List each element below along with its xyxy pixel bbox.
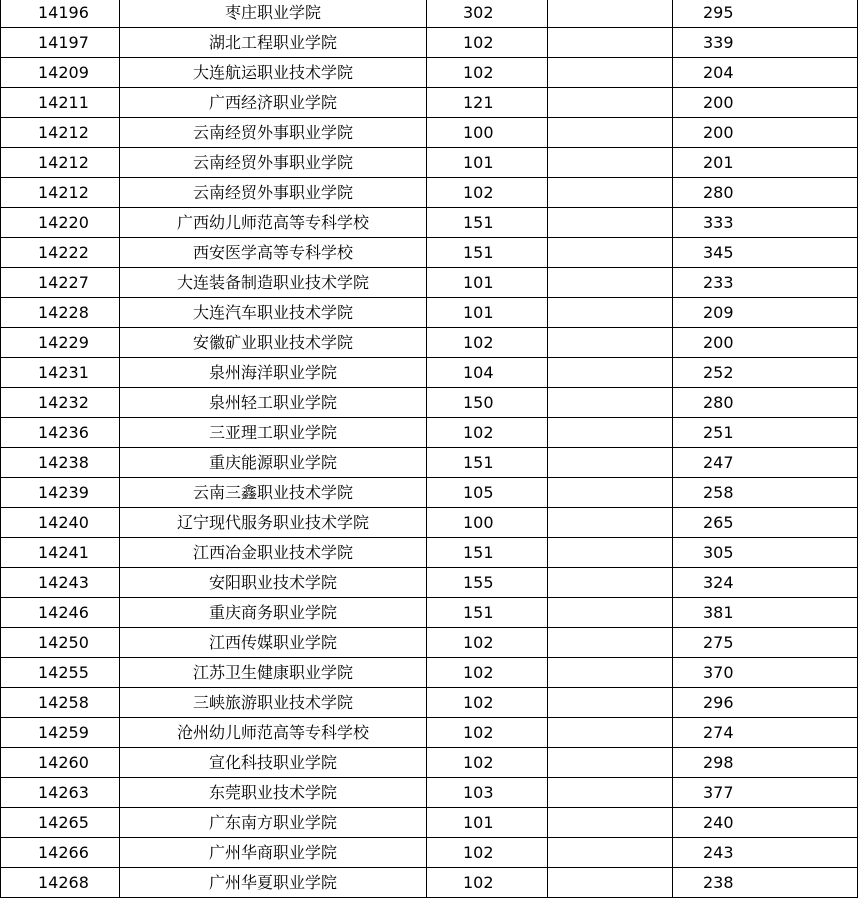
school-name-cell: 枣庄职业学院 bbox=[120, 0, 427, 28]
empty-cell bbox=[673, 688, 858, 718]
school-code-cell: 14228 bbox=[1, 298, 120, 328]
table-row bbox=[1, 448, 858, 478]
school-name-cell: 广东南方职业学院 bbox=[120, 808, 427, 838]
major-group-cell: 102 bbox=[427, 658, 548, 688]
school-code-cell: 14260 bbox=[1, 748, 120, 778]
table-row bbox=[1, 718, 858, 748]
major-group-cell: 100 bbox=[427, 508, 548, 538]
table-row bbox=[1, 88, 858, 118]
empty-cell bbox=[673, 238, 858, 268]
table-row bbox=[1, 478, 858, 508]
table-row bbox=[1, 838, 858, 868]
table-row bbox=[1, 238, 858, 268]
school-name-cell: 沧州幼儿师范高等专科学校 bbox=[120, 718, 427, 748]
table-row bbox=[1, 328, 858, 358]
major-group-cell: 102 bbox=[427, 688, 548, 718]
school-code-cell: 14266 bbox=[1, 838, 120, 868]
empty-cell bbox=[673, 28, 858, 58]
empty-cell bbox=[673, 778, 858, 808]
min-score-cell: 243 bbox=[548, 838, 673, 868]
empty-cell bbox=[673, 118, 858, 148]
table-row bbox=[1, 298, 858, 328]
table-row bbox=[1, 778, 858, 808]
min-score-cell: 339 bbox=[548, 28, 673, 58]
min-score-cell: 204 bbox=[548, 58, 673, 88]
school-name-cell: 泉州轻工职业学院 bbox=[120, 388, 427, 418]
school-code-cell: 14250 bbox=[1, 628, 120, 658]
school-name-cell: 重庆能源职业学院 bbox=[120, 448, 427, 478]
school-code-cell: 14263 bbox=[1, 778, 120, 808]
school-code-cell: 14197 bbox=[1, 28, 120, 58]
school-code-cell: 14259 bbox=[1, 718, 120, 748]
min-score-cell: 274 bbox=[548, 718, 673, 748]
min-score-cell: 209 bbox=[548, 298, 673, 328]
empty-cell bbox=[673, 508, 858, 538]
empty-cell bbox=[673, 808, 858, 838]
table-row bbox=[1, 208, 858, 238]
empty-cell bbox=[673, 478, 858, 508]
major-group-cell: 101 bbox=[427, 268, 548, 298]
min-score-cell: 240 bbox=[548, 808, 673, 838]
table-row bbox=[1, 0, 858, 28]
school-name-cell: 广西幼儿师范高等专科学校 bbox=[120, 208, 427, 238]
empty-cell bbox=[673, 298, 858, 328]
table-row bbox=[1, 148, 858, 178]
major-group-cell: 102 bbox=[427, 58, 548, 88]
school-code-cell: 14227 bbox=[1, 268, 120, 298]
min-score-cell: 296 bbox=[548, 688, 673, 718]
school-code-cell: 14231 bbox=[1, 358, 120, 388]
empty-cell bbox=[673, 328, 858, 358]
school-name-cell: 宣化科技职业学院 bbox=[120, 748, 427, 778]
empty-cell bbox=[673, 358, 858, 388]
school-code-cell: 14255 bbox=[1, 658, 120, 688]
school-code-cell: 14212 bbox=[1, 148, 120, 178]
table-row bbox=[1, 568, 858, 598]
table-row bbox=[1, 58, 858, 88]
table-row bbox=[1, 688, 858, 718]
table-row bbox=[1, 418, 858, 448]
major-group-cell: 102 bbox=[427, 868, 548, 898]
school-code-cell: 14236 bbox=[1, 418, 120, 448]
school-name-cell: 大连装备制造职业技术学院 bbox=[120, 268, 427, 298]
table-row bbox=[1, 358, 858, 388]
school-code-cell: 14196 bbox=[1, 0, 120, 28]
major-group-cell: 101 bbox=[427, 148, 548, 178]
min-score-cell: 345 bbox=[548, 238, 673, 268]
empty-cell bbox=[673, 268, 858, 298]
empty-cell bbox=[673, 598, 858, 628]
school-code-cell: 14243 bbox=[1, 568, 120, 598]
empty-cell bbox=[673, 178, 858, 208]
major-group-cell: 151 bbox=[427, 238, 548, 268]
school-code-cell: 14209 bbox=[1, 58, 120, 88]
major-group-cell: 103 bbox=[427, 778, 548, 808]
empty-cell bbox=[673, 718, 858, 748]
school-code-cell: 14220 bbox=[1, 208, 120, 238]
empty-cell bbox=[673, 838, 858, 868]
school-name-cell: 三峡旅游职业技术学院 bbox=[120, 688, 427, 718]
school-name-cell: 云南经贸外事职业学院 bbox=[120, 148, 427, 178]
school-code-cell: 14239 bbox=[1, 478, 120, 508]
min-score-cell: 295 bbox=[548, 0, 673, 28]
min-score-cell: 247 bbox=[548, 448, 673, 478]
table-row bbox=[1, 268, 858, 298]
empty-cell bbox=[673, 658, 858, 688]
school-name-cell: 重庆商务职业学院 bbox=[120, 598, 427, 628]
empty-cell bbox=[673, 0, 858, 28]
table-row bbox=[1, 388, 858, 418]
empty-cell bbox=[673, 628, 858, 658]
empty-cell bbox=[673, 58, 858, 88]
min-score-cell: 265 bbox=[548, 508, 673, 538]
min-score-cell: 252 bbox=[548, 358, 673, 388]
school-name-cell: 大连航运职业技术学院 bbox=[120, 58, 427, 88]
table-row bbox=[1, 598, 858, 628]
table-row bbox=[1, 538, 858, 568]
school-name-cell: 三亚理工职业学院 bbox=[120, 418, 427, 448]
major-group-cell: 102 bbox=[427, 178, 548, 208]
min-score-cell: 275 bbox=[548, 628, 673, 658]
school-code-cell: 14212 bbox=[1, 118, 120, 148]
min-score-cell: 200 bbox=[548, 88, 673, 118]
empty-cell bbox=[673, 418, 858, 448]
empty-cell bbox=[673, 538, 858, 568]
min-score-cell: 280 bbox=[548, 178, 673, 208]
school-name-cell: 西安医学高等专科学校 bbox=[120, 238, 427, 268]
school-name-cell: 湖北工程职业学院 bbox=[120, 28, 427, 58]
school-code-cell: 14268 bbox=[1, 868, 120, 898]
major-group-cell: 102 bbox=[427, 28, 548, 58]
school-code-cell: 14246 bbox=[1, 598, 120, 628]
table-row bbox=[1, 118, 858, 148]
min-score-cell: 200 bbox=[548, 328, 673, 358]
min-score-cell: 280 bbox=[548, 388, 673, 418]
empty-cell bbox=[673, 148, 858, 178]
school-code-cell: 14241 bbox=[1, 538, 120, 568]
school-name-cell: 云南经贸外事职业学院 bbox=[120, 118, 427, 148]
empty-cell bbox=[673, 568, 858, 598]
min-score-cell: 258 bbox=[548, 478, 673, 508]
min-score-cell: 305 bbox=[548, 538, 673, 568]
min-score-cell: 238 bbox=[548, 868, 673, 898]
major-group-cell: 151 bbox=[427, 448, 548, 478]
major-group-cell: 302 bbox=[427, 0, 548, 28]
empty-cell bbox=[673, 208, 858, 238]
empty-cell bbox=[673, 748, 858, 778]
major-group-cell: 102 bbox=[427, 718, 548, 748]
major-group-cell: 151 bbox=[427, 208, 548, 238]
school-code-cell: 14258 bbox=[1, 688, 120, 718]
min-score-cell: 381 bbox=[548, 598, 673, 628]
empty-cell bbox=[673, 388, 858, 418]
table-row bbox=[1, 508, 858, 538]
school-name-cell: 江西传媒职业学院 bbox=[120, 628, 427, 658]
school-name-cell: 广西经济职业学院 bbox=[120, 88, 427, 118]
school-name-cell: 广州华夏职业学院 bbox=[120, 868, 427, 898]
school-code-cell: 14222 bbox=[1, 238, 120, 268]
school-name-cell: 江苏卫生健康职业学院 bbox=[120, 658, 427, 688]
table-row bbox=[1, 28, 858, 58]
table-row bbox=[1, 748, 858, 778]
min-score-cell: 298 bbox=[548, 748, 673, 778]
school-name-cell: 大连汽车职业技术学院 bbox=[120, 298, 427, 328]
school-code-cell: 14238 bbox=[1, 448, 120, 478]
major-group-cell: 102 bbox=[427, 328, 548, 358]
major-group-cell: 121 bbox=[427, 88, 548, 118]
major-group-cell: 151 bbox=[427, 538, 548, 568]
min-score-cell: 233 bbox=[548, 268, 673, 298]
school-code-cell: 14211 bbox=[1, 88, 120, 118]
table-row bbox=[1, 808, 858, 838]
empty-cell bbox=[673, 448, 858, 478]
school-code-cell: 14232 bbox=[1, 388, 120, 418]
min-score-cell: 251 bbox=[548, 418, 673, 448]
table-row bbox=[1, 658, 858, 688]
min-score-cell: 377 bbox=[548, 778, 673, 808]
major-group-cell: 150 bbox=[427, 388, 548, 418]
min-score-cell: 201 bbox=[548, 148, 673, 178]
school-name-cell: 辽宁现代服务职业技术学院 bbox=[120, 508, 427, 538]
major-group-cell: 101 bbox=[427, 808, 548, 838]
school-name-cell: 云南三鑫职业技术学院 bbox=[120, 478, 427, 508]
table-row bbox=[1, 868, 858, 898]
table-row bbox=[1, 178, 858, 208]
min-score-cell: 370 bbox=[548, 658, 673, 688]
school-name-cell: 泉州海洋职业学院 bbox=[120, 358, 427, 388]
major-group-cell: 102 bbox=[427, 628, 548, 658]
major-group-cell: 155 bbox=[427, 568, 548, 598]
empty-cell bbox=[673, 88, 858, 118]
major-group-cell: 105 bbox=[427, 478, 548, 508]
major-group-cell: 102 bbox=[427, 418, 548, 448]
major-group-cell: 151 bbox=[427, 598, 548, 628]
school-code-cell: 14229 bbox=[1, 328, 120, 358]
school-name-cell: 东莞职业技术学院 bbox=[120, 778, 427, 808]
table-body bbox=[1, 0, 858, 898]
school-code-cell: 14265 bbox=[1, 808, 120, 838]
table-row bbox=[1, 628, 858, 658]
school-name-cell: 安徽矿业职业技术学院 bbox=[120, 328, 427, 358]
major-group-cell: 100 bbox=[427, 118, 548, 148]
empty-cell bbox=[673, 868, 858, 898]
major-group-cell: 102 bbox=[427, 838, 548, 868]
major-group-cell: 101 bbox=[427, 298, 548, 328]
school-name-cell: 广州华商职业学院 bbox=[120, 838, 427, 868]
major-group-cell: 102 bbox=[427, 748, 548, 778]
school-code-cell: 14240 bbox=[1, 508, 120, 538]
school-name-cell: 云南经贸外事职业学院 bbox=[120, 178, 427, 208]
school-name-cell: 江西冶金职业技术学院 bbox=[120, 538, 427, 568]
min-score-cell: 324 bbox=[548, 568, 673, 598]
min-score-cell: 333 bbox=[548, 208, 673, 238]
school-name-cell: 安阳职业技术学院 bbox=[120, 568, 427, 598]
major-group-cell: 104 bbox=[427, 358, 548, 388]
min-score-cell: 200 bbox=[548, 118, 673, 148]
school-code-cell: 14212 bbox=[1, 178, 120, 208]
